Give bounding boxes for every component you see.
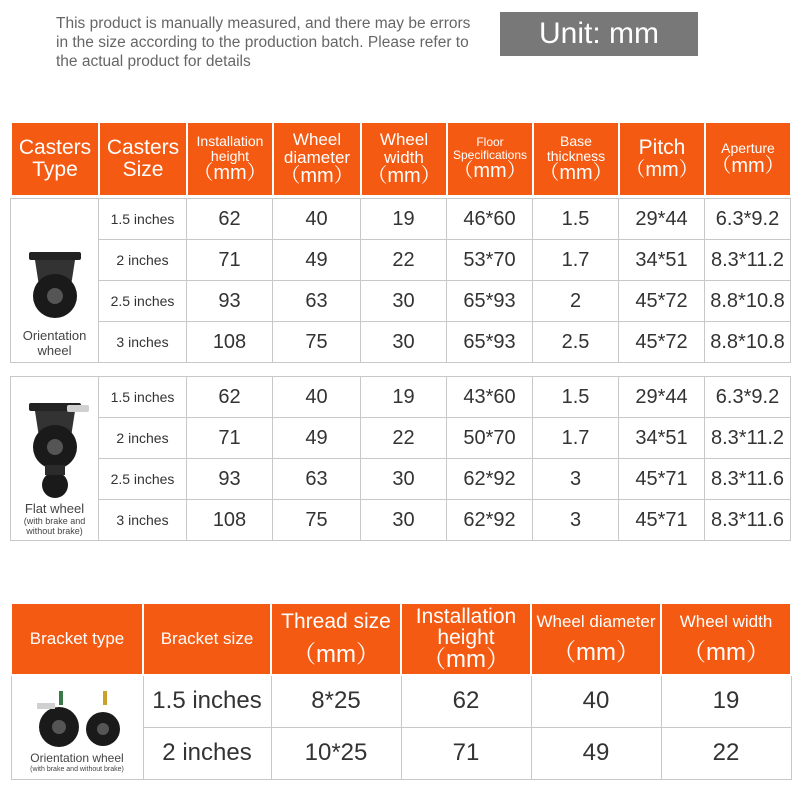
header-base-thickness: Base thickness （mm） xyxy=(533,122,619,196)
value-cell: 45*72 xyxy=(619,322,705,363)
bracket-value-cell: 71 xyxy=(401,727,531,779)
size-cell: 1.5 inches xyxy=(99,199,187,240)
value-cell: 8.8*10.8 xyxy=(705,281,791,322)
value-cell: 8.3*11.2 xyxy=(705,240,791,281)
table-row xyxy=(11,459,791,500)
header-thread-size: Thread size （mm） xyxy=(271,603,401,675)
header-pitch: Pitch （mm） xyxy=(619,122,705,196)
header-casters-type: Casters Type xyxy=(11,122,99,196)
value-cell: 65*93 xyxy=(447,281,533,322)
value-cell: 19 xyxy=(361,377,447,418)
value-cell: 108 xyxy=(187,322,273,363)
value-cell: 2 xyxy=(533,281,619,322)
bracket-value-cell: 22 xyxy=(661,727,791,779)
value-cell: 1.5 xyxy=(533,199,619,240)
bracket-value-cell: 40 xyxy=(531,675,661,727)
bracket-value-cell: 62 xyxy=(401,675,531,727)
unit-badge: Unit: mm xyxy=(500,12,698,56)
value-cell: 71 xyxy=(187,240,273,281)
value-cell: 29*44 xyxy=(619,199,705,240)
bracket-size-cell: 2 inches xyxy=(143,727,271,779)
bracket-value-cell: 10*25 xyxy=(271,727,401,779)
bracket-value-cell: 49 xyxy=(531,727,661,779)
value-cell: 29*44 xyxy=(619,377,705,418)
value-cell: 1.7 xyxy=(533,418,619,459)
header-floor-spec: Floor Specifications （mm） xyxy=(447,122,533,196)
disclaimer-text: This product is manually measured, and there may be errors in the size according to the production batch. Please refer to the actual product for details xyxy=(56,15,471,70)
table-row xyxy=(11,500,791,541)
value-cell: 3 xyxy=(533,500,619,541)
value-cell: 75 xyxy=(273,322,361,363)
table-row xyxy=(11,675,791,727)
caster-type-cell xyxy=(11,199,99,363)
caster-type-cell xyxy=(11,377,99,541)
bracket-size-cell: 1.5 inches xyxy=(143,675,271,727)
header-wheel-diameter: Wheel diameter （mm） xyxy=(273,122,361,196)
value-cell: 8.3*11.6 xyxy=(705,500,791,541)
table-row xyxy=(11,240,791,281)
value-cell: 45*71 xyxy=(619,500,705,541)
value-cell: 45*71 xyxy=(619,459,705,500)
size-cell: 2.5 inches xyxy=(99,281,187,322)
header-wheel-width: Wheel width （mm） xyxy=(361,122,447,196)
size-cell: 3 inches xyxy=(99,322,187,363)
size-cell: 2 inches xyxy=(99,240,187,281)
value-cell: 62*92 xyxy=(447,500,533,541)
value-cell: 65*93 xyxy=(447,322,533,363)
size-cell: 2 inches xyxy=(99,418,187,459)
value-cell: 40 xyxy=(273,199,361,240)
value-cell: 1.5 xyxy=(533,377,619,418)
value-cell: 22 xyxy=(361,240,447,281)
caster-type-label: Flat wheel xyxy=(24,501,85,516)
header-bracket-wheel-diameter: Wheel diameter （mm） xyxy=(531,603,661,675)
value-cell: 3 xyxy=(533,459,619,500)
value-cell: 30 xyxy=(361,322,447,363)
table-row xyxy=(11,418,791,459)
value-cell: 6.3*9.2 xyxy=(705,199,791,240)
caster-type-sublabel: (with brake and without brake) xyxy=(23,516,86,536)
threaded-stem-caster-icon xyxy=(29,691,125,751)
value-cell: 8.3*11.2 xyxy=(705,418,791,459)
value-cell: 1.7 xyxy=(533,240,619,281)
size-cell: 3 inches xyxy=(99,500,187,541)
header-bracket-install-height: Installation height （mm） xyxy=(401,603,531,675)
value-cell: 30 xyxy=(361,281,447,322)
header-installation-height: Installation height （mm） xyxy=(187,122,273,196)
value-cell: 71 xyxy=(187,418,273,459)
value-cell: 19 xyxy=(361,199,447,240)
caster-type-label: Orientation wheel xyxy=(22,328,87,358)
header-bracket-wheel-width: Wheel width （mm） xyxy=(661,603,791,675)
value-cell: 22 xyxy=(361,418,447,459)
caster-wheel-icon xyxy=(15,250,95,328)
bracket-value-cell: 8*25 xyxy=(271,675,401,727)
value-cell: 30 xyxy=(361,500,447,541)
value-cell: 30 xyxy=(361,459,447,500)
value-cell: 63 xyxy=(273,281,361,322)
value-cell: 8.3*11.6 xyxy=(705,459,791,500)
value-cell: 43*60 xyxy=(447,377,533,418)
value-cell: 62*92 xyxy=(447,459,533,500)
brake-caster-icon xyxy=(15,401,95,501)
value-cell: 34*51 xyxy=(619,418,705,459)
spec-header xyxy=(10,121,792,197)
bracket-type-sublabel: (with brake and without brake) xyxy=(30,765,124,773)
table-row xyxy=(11,281,791,322)
value-cell: 50*70 xyxy=(447,418,533,459)
table-row xyxy=(11,199,791,240)
header-bracket-type: Bracket type xyxy=(11,603,143,675)
orientation-wheel-table xyxy=(10,198,791,363)
value-cell: 62 xyxy=(187,377,273,418)
value-cell: 45*72 xyxy=(619,281,705,322)
value-cell: 46*60 xyxy=(447,199,533,240)
flat-wheel-table xyxy=(10,376,791,541)
value-cell: 53*70 xyxy=(447,240,533,281)
value-cell: 34*51 xyxy=(619,240,705,281)
value-cell: 75 xyxy=(273,500,361,541)
value-cell: 63 xyxy=(273,459,361,500)
value-cell: 2.5 xyxy=(533,322,619,363)
bracket-type-label: Orientation wheel xyxy=(30,750,124,765)
bracket-table xyxy=(10,602,792,780)
bracket-type-cell xyxy=(11,675,143,779)
table-row xyxy=(11,322,791,363)
header-bracket-size: Bracket size xyxy=(143,603,271,675)
value-cell: 49 xyxy=(273,418,361,459)
header-casters-size: Casters Size xyxy=(99,122,187,196)
value-cell: 108 xyxy=(187,500,273,541)
size-cell: 1.5 inches xyxy=(99,377,187,418)
size-cell: 2.5 inches xyxy=(99,459,187,500)
value-cell: 93 xyxy=(187,281,273,322)
value-cell: 49 xyxy=(273,240,361,281)
bracket-value-cell: 19 xyxy=(661,675,791,727)
value-cell: 8.8*10.8 xyxy=(705,322,791,363)
header-aperture: Aperture （mm） xyxy=(705,122,791,196)
value-cell: 93 xyxy=(187,459,273,500)
value-cell: 6.3*9.2 xyxy=(705,377,791,418)
value-cell: 40 xyxy=(273,377,361,418)
table-row xyxy=(11,377,791,418)
value-cell: 62 xyxy=(187,199,273,240)
